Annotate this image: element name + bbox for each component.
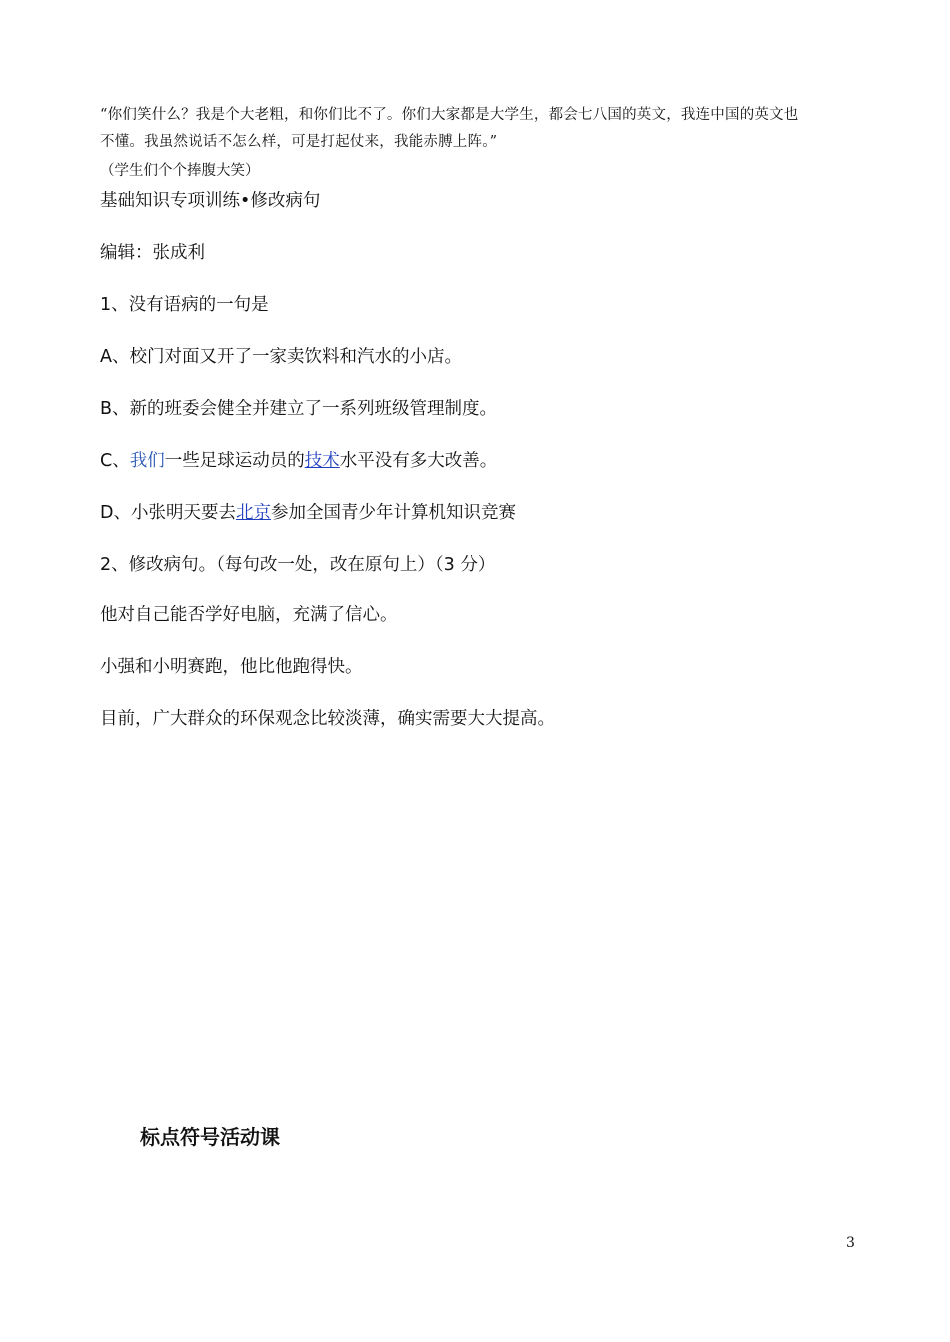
option-d	[100, 501, 516, 525]
option-c	[100, 449, 497, 473]
option-d-link[interactable]: 北京	[235, 503, 271, 523]
option-b: B、新的班委会健全并建立了一系列班级管理制度。	[100, 399, 498, 419]
exercise-title: 基础知识专项训练•修改病句	[100, 191, 321, 211]
page-number: 3	[846, 1235, 855, 1251]
quote-paragraph	[100, 102, 870, 156]
sentence-2: 小强和小明赛跑，他比他跑得快。	[100, 657, 363, 677]
question-2-prompt: 2、修改病句。（每句改一处，改在原句上）（3 分）	[100, 555, 496, 575]
quote-line-2: 不懂。我虽然说话不怎么样，可是打起仗来，我能赤膊上阵。”	[100, 134, 498, 150]
sentence-1: 他对自己能否学好电脑，充满了信心。	[100, 605, 398, 625]
stage-note: （学生们个个捧腹大笑）	[100, 163, 260, 179]
sentence-3: 目前，广大群众的环保观念比较淡薄，确实需要大大提高。	[100, 709, 555, 729]
option-c-highlight: 我们	[129, 451, 165, 471]
option-d-prefix: D、小张明天要去	[100, 503, 236, 523]
option-d-suffix: 参加全国青少年计算机知识竞赛	[270, 503, 516, 523]
option-c-suffix: 水平没有多大改善。	[339, 451, 498, 471]
option-a: A、校门对面又开了一家卖饮料和汽水的小店。	[100, 347, 462, 367]
section-heading: 标点符号活动课	[140, 1125, 280, 1149]
option-c-prefix: C、	[100, 451, 130, 471]
quote-line-1: “你们笑什么？我是个大老粗，和你们比不了。你们大家都是大学生，都会七八国的英文，我连中国的英文也	[100, 107, 799, 123]
question-1-prompt: 1、没有语病的一句是	[100, 295, 269, 315]
option-c-middle: 一些足球运动员的	[164, 451, 305, 471]
option-c-link[interactable]: 技术	[304, 451, 340, 471]
editor-line: 编辑：张成利	[100, 243, 205, 263]
